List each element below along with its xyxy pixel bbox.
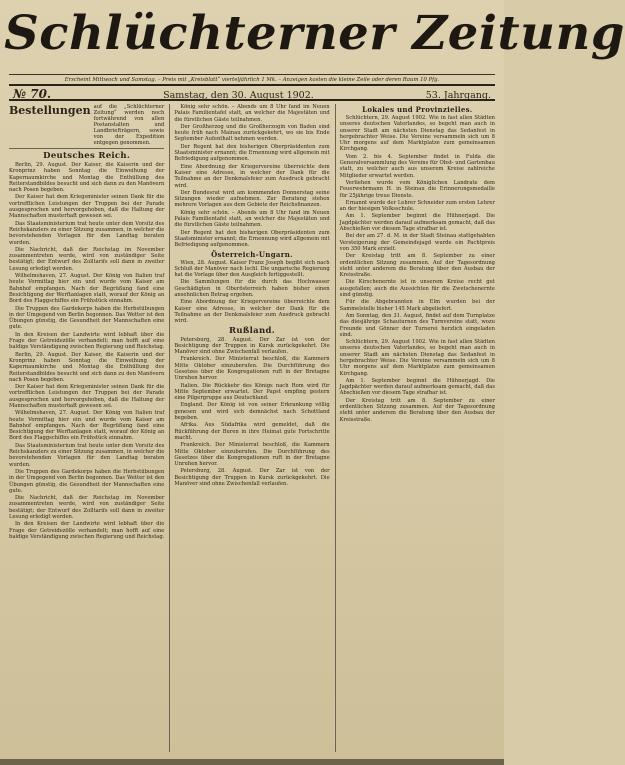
masthead — [4, 0, 625, 74]
article-paragraph: Eine Abordnung der Kriegervereine überreichte dem Kaiser eine Adresse, in welcher der Dank für die Teilnahme an der Denkmalsfeier zum Ausdruck gebracht wird. — [174, 299, 330, 325]
article-paragraph: Die Truppen des Gardekorps haben die Herbstübungen in der Umgegend von Berlin begonnen. Das Wetter ist den Übungen günstig, die Gesundheit der Mannschaften eine gute. — [9, 305, 165, 331]
issue-date: Samstag, den 30. August 1902. — [163, 90, 314, 101]
subscription-text: auf die „Schlüchterner Zeitung“ werden noch fortwährend von allen Postanstalten und Landbriefträgern, sowie von der Expedition entgegen genommen. — [93, 104, 165, 146]
section-heading-lokales: Lokales und Provinzielles. — [362, 105, 473, 114]
article-paragraph: Der Kreistag tritt am 8. September zu einer ordentlichen Sitzung zusammen. Auf der Tagesordnung steht unter anderem die Beratung über den Ausbau der Kreisstraße. — [339, 253, 495, 279]
article-paragraph: Italien. Die Rückkehr des Königs nach Rom wird für Mitte September erwartet. Der Papst empfing gestern eine Pilgergruppe aus Deutschland. — [174, 382, 330, 402]
article-paragraph: Frankreich. Der Ministerrat beschloß, die Kammern Mitte Oktober einzuberufen. Die Durchführung des Gesetzes über die Kongregationen ruft in der Bretagne Unruhen hervor. — [174, 356, 330, 382]
article-paragraph: Eine Abordnung der Kriegervereine überreichte dem Kaiser eine Adresse, in welcher der Dank für die Teilnahme an der Denkmalsfeier zum Ausdruck gebracht wird. — [174, 163, 330, 189]
newspaper-title: Schlüchterner Zeitung — [4, 6, 625, 61]
article-paragraph: Am 1. September beginnt die Hühnerjagd. Die Jagdpächter werden darauf aufmerksam gemacht, daß das Abschießen vor diesem Tage strafbar ist. — [339, 213, 495, 233]
section-heading-russland: Rußland. — [229, 325, 275, 336]
volume-year: 53. Jahrgang. — [425, 90, 491, 101]
article-columns — [9, 104, 495, 752]
article-paragraph: Petersburg, 28. August. Der Zar ist von der Besichtigung der Truppen in Kursk zurückgekehrt. Die Manöver sind ohne Zwischenfall verlaufen. — [174, 336, 330, 356]
article-paragraph: England. Der König ist von seiner Erkrankung völlig genesen und wird sich demnächst nach Schottland begeben. — [174, 402, 330, 422]
article-paragraph: Wilhelmshaven, 27. August. Der König von Italien traf heute Vormittag hier ein und wurde vom Kaiser am Bahnhof empfangen. Nach der Begrüßung fand eine Besichtigung der Werftanlagen statt, worauf der König an Bord des Flaggschiffes ein Frühstück einnahm. — [9, 410, 165, 442]
article-paragraph: Wien, 28. August. Kaiser Franz Joseph begibt sich nach Schluß der Manöver nach Ischl. Die ungarische Regierung hat die Vorlage über den Ausgleich fertiggestellt. — [174, 259, 330, 279]
article-paragraph: Der Kaiser hat dem Kriegsminister seinen Dank für die vortrefflichen Leistungen der Truppen bei der Parade ausgesprochen und hervorgehoben, daß die Haltung der Mannschaften musterhaft gewesen sei. — [9, 384, 165, 409]
article-paragraph: Am Sonntag, den 31. August, findet auf dem Turnplatze das diesjährige Schauturnen des Turnvereins statt, wozu Freunde und Gönner der Turnerei herzlich eingeladen sind. — [339, 312, 495, 338]
article-paragraph: Ernannt wurde der Lehrer Schneider zum ersten Lehrer an der hiesigen Volksschule. — [339, 199, 495, 213]
article-paragraph: Afrika. Aus Südafrika wird gemeldet, daß die Rückführung der Buren in ihre Heimat gute Fortschritte macht. — [174, 422, 330, 441]
article-paragraph: Der Bundesrat wird am kommenden Donnerstag seine Sitzungen wieder aufnehmen. Zur Beratung stehen mehrere Vorlagen aus dem Gebiete der Reichsfinanzen. — [174, 189, 330, 209]
scan-edge — [0, 759, 504, 765]
article-paragraph: Das Staatsministerium trat heute unter dem Vorsitz des Reichskanzlers zu einer Sitzung zusammen, in welcher die bevorstehenden Vorlagen für den Landtag beraten wurden. — [9, 220, 165, 246]
article-paragraph: Das Staatsministerium trat heute unter dem Vorsitz des Reichskanzlers zu einer Sitzung zusammen, in welcher die bevorstehenden Vorlagen für den Landtag beraten wurden. — [9, 442, 165, 468]
article-paragraph: Für die Abgebrannten in Elm wurden bei der Sammelstelle bisher 145 Mark abgeliefert. — [339, 299, 495, 312]
issue-number: № 70. — [13, 87, 52, 101]
article-paragraph: Petersburg, 28. August. Der Zar ist von der Besichtigung der Truppen in Kursk zurückgekehrt. Die Manöver sind ohne Zwischenfall verlaufen. — [174, 468, 330, 488]
article-paragraph: König sehr schön. – Abends um 8 Uhr fand im Neuen Palais Familientafel statt, an welcher die Majestäten und die fürstlichen Gäste teilnahmen. — [174, 209, 330, 229]
subscription-notice — [9, 104, 164, 146]
article-paragraph: König sehr schön. – Abends um 8 Uhr fand im Neuen Palais Familientafel statt, an welcher die Majestäten und die fürstlichen Gäste teilnahmen. — [174, 104, 330, 123]
dateline — [9, 84, 495, 101]
article-paragraph: Die Nachricht, daß der Reichstag im November zusammentreten werde, wird von zuständiger Seite bestätigt; der Entwurf des Zolltarifs soll dann in zweiter Lesung erledigt werden. — [9, 246, 165, 272]
article-paragraph: Der Regent hat den bisherigen Oberpräsidenten zum Staatsminister ernannt; die Ernennung wird allgemein mit Befriedigung aufgenommen. — [174, 229, 330, 249]
article-paragraph: Berlin, 29. August. Der Kaiser, die Kaiserin und der Kronprinz haben Sonntag die Einweihung der Kapernaumkirche und Montag die Enthüllung des Reiterstandbildes besucht und sich dann zu den Manövern nach Posen begeben. — [9, 351, 165, 383]
article-paragraph: In den Kreisen der Landwirte wird lebhaft über die Frage der Getreidezölle verhandelt; man hofft auf eine baldige Verständigung zwischen Regierung und Reichstag. — [9, 521, 165, 540]
article-paragraph: Bei der am 27. d. M. in der Stadt Steinau stattgehabten Versteigerung der Gemeindejagd wurde ein Pachtpreis von 350 Mark erzielt. — [339, 233, 495, 252]
article-paragraph: Der Großherzog und die Großherzogin von Baden sind heute früh nach Mainau zurückgekehrt, wo sie bis Ende September Aufenthalt nehmen werden. — [174, 123, 330, 143]
column-2 — [169, 104, 329, 752]
column-3 — [335, 104, 495, 752]
section-heading-oesterreich: Österreich-Ungarn. — [211, 249, 293, 259]
article-paragraph: Schlüchtern, 29. August 1902. Wie in fast allen Städten unseres deutschen Vaterlandes, so begeht man auch in unserer Stadt am nächsten Dienstag das Sedanfest in hergebrachter Weise. Die Vereine versammeln sich um 8 Uhr morgens auf dem Marktplatze zum gemeinsamen Kirchgang. — [339, 339, 495, 377]
article-paragraph: Berlin, 29. August. Der Kaiser, die Kaiserin und der Kronprinz haben Sonntag die Einweihung der Kapernaumkirche und Montag die Enthüllung des Reiterstandbildes besucht und sich dann zu den Manövern nach Posen begeben. — [9, 162, 165, 194]
section-heading-deutsches-reich: Deutsches Reich. — [43, 151, 131, 161]
article-paragraph: Wilhelmshaven, 27. August. Der König von Italien traf heute Vormittag hier ein und wurde vom Kaiser am Bahnhof empfangen. Nach der Begrüßung fand eine Besichtigung der Werftanlagen statt, worauf der König an Bord des Flaggschiffes ein Frühstück einnahm. — [9, 273, 165, 305]
article-paragraph: Die Kirschenernte ist in unserem Kreise recht gut ausgefallen; auch die Aussichten für die Zwetschenernte sind günstig. — [339, 279, 495, 299]
article-paragraph: In den Kreisen der Landwirte wird lebhaft über die Frage der Getreidezölle verhandelt; man hofft auf eine baldige Verständigung zwischen Regierung und Reichstag. — [9, 331, 165, 351]
article-paragraph: Die Sammlungen für die durch das Hochwasser Geschädigten in Oberösterreich haben bisher einen ansehnlichen Betrag ergeben. — [174, 279, 330, 299]
article-paragraph: Die Truppen des Gardekorps haben die Herbstübungen in der Umgegend von Berlin begonnen. Das Wetter ist den Übungen günstig, die Gesundheit der Mannschaften eine gute. — [9, 468, 165, 494]
article-paragraph: Verliehen wurde vom Königlichen Landrate dem Feuerwehrmann H. in Steinau die Erinnerungsmedaille für 25jährige treue Dienste. — [339, 179, 495, 199]
article-paragraph: Der Regent hat den bisherigen Oberpräsidenten zum Staatsminister ernannt; die Ernennung wird allgemein mit Befriedigung aufgenommen. — [174, 143, 330, 163]
divider — [9, 148, 164, 149]
tagline: Erscheint Mittwoch und Samstag. – Preis mit „Kreisblatt“ vierteljährlich 1 Mk. – Anzeigen kosten die kleine Zeile oder deren Raum 10 Pfg. — [9, 74, 495, 84]
article-paragraph: Am 1. September beginnt die Hühnerjagd. Die Jagdpächter werden darauf aufmerksam gemacht, daß das Abschießen vor diesem Tage strafbar ist. — [339, 377, 495, 397]
article-paragraph: Die Nachricht, daß der Reichstag im November zusammentreten werde, wird von zuständiger Seite bestätigt; der Entwurf des Zolltarifs soll dann in zweiter Lesung erledigt werden. — [9, 495, 165, 521]
article-paragraph: Frankreich. Der Ministerrat beschloß, die Kammern Mitte Oktober einzuberufen. Die Durchführung des Gesetzes über die Kongregationen ruft in der Bretagne Unruhen hervor. — [174, 442, 330, 468]
article-paragraph: Vom 2. bis 4. September findet in Fulda die Generalversammlung des Vereins für Obst- und Gartenbau statt, zu welcher auch aus unserem Kreise zahlreiche Mitglieder erwartet werden. — [339, 153, 495, 179]
article-paragraph: Der Kreistag tritt am 8. September zu einer ordentlichen Sitzung zusammen. Auf der Tagesordnung steht unter anderem die Beratung über den Ausbau der Kreisstraße. — [339, 397, 495, 423]
column-1 — [9, 104, 164, 752]
article-paragraph: Schlüchtern, 29. August 1902. Wie in fast allen Städten unseres deutschen Vaterlandes, so begeht man auch in unserer Stadt am nächsten Dienstag das Sedanfest in hergebrachter Weise. Die Vereine versammeln sich um 8 Uhr morgens auf dem Marktplatze zum gemeinsamen Kirchgang. — [339, 115, 495, 153]
article-paragraph: Der Kaiser hat dem Kriegsminister seinen Dank für die vortrefflichen Leistungen der Truppen bei der Parade ausgesprochen und hervorgehoben, daß die Haltung der Mannschaften musterhaft gewesen sei. — [9, 194, 165, 220]
subscription-heading: Bestellungen — [9, 104, 91, 117]
